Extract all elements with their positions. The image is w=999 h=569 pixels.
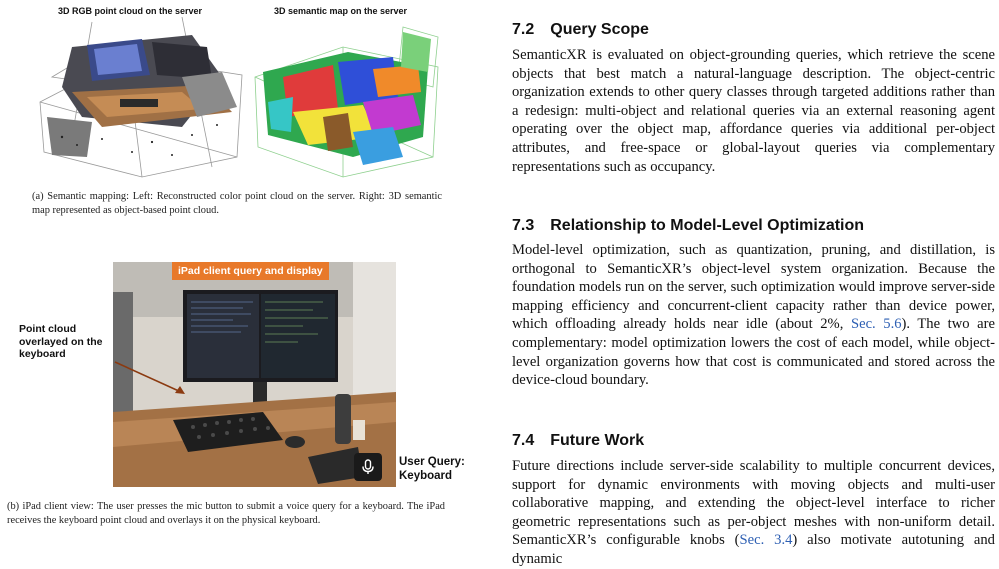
point-cloud-annotation: Point cloud overlayed on the keyboard <box>19 323 103 360</box>
figure-caption-b: (b) iPad client view: The user presses the mic button to submit a voice query for a keyboard. The iPad receives the keyboard point cloud and overlays it on the physical keyboard. <box>7 501 445 526</box>
section-3-4-link[interactable]: Sec. 3.4 <box>739 532 793 549</box>
section-7-4-text-a: Future directions include server-side scalability to multiple concurrent devices, support for dynamic environments with moving objects and multi-user collaborative mapping, and extending the object-level interface to richer geometric representations such as per-object meshes with non-uniform detail. SemanticXR’s configurable knobs ( <box>512 458 995 549</box>
semantic-map-image <box>253 17 443 182</box>
rgb-pointcloud-label: 3D RGB point cloud on the server <box>58 6 203 16</box>
section-7-3-heading: 7.3 Relationship to Model-Level Optimization <box>512 217 865 234</box>
section-5-6-link[interactable]: Sec. 5.6 <box>850 316 902 333</box>
mic-icon <box>356 455 380 479</box>
section-7-3-body <box>512 241 995 390</box>
section-7-2-heading: 7.2 Query Scope <box>512 21 649 38</box>
mic-button[interactable] <box>356 455 380 479</box>
figure-caption-a: (a) Semantic mapping: Left: Reconstructed color point cloud on the server. Right: 3D semantic map represented as object-based point cloud. <box>32 191 442 216</box>
section-7-4-text-b: ) also motivate autotuning and dynamic <box>512 532 995 567</box>
annotation-arrow <box>113 360 193 400</box>
section-7-3-text-a: Model-level optimization, such as quantization, pruning, and distillation, is orthogonal to SemanticXR’s object-level system organization. Because the foundation models run on the server, such optimization would improve server-side mapping efficiency and concurrent-client capacity rather than device power, which offloading already holds near idle (about 2%, <box>512 242 995 333</box>
rgb-pointcloud-image <box>32 17 247 182</box>
section-7-2-body: SemanticXR is evaluated on object-grounding queries, which retrieve the scene objects that best match a natural-language description. The object-centric organization extends to other query classes through targeted additions rather than a redesign: multi-object and relational queries via an external reasoning agent operating over the object map, affordance queries via additional per-object attributes, and free-space or global-layout queries via complementary representations such as occupancy. <box>512 47 995 175</box>
section-7-3-text-b: ). The two are complementary: model optimization lowers the cost of each model, while object-level organization governs how that cost is communicated and stored across the device-cloud boundary. <box>512 316 995 389</box>
section-7-4-body <box>512 457 995 569</box>
semantic-map-label: 3D semantic map on the server <box>274 6 408 16</box>
user-query-annotation: User Query: Keyboard <box>399 456 465 482</box>
section-7-4-heading: 7.4 Future Work <box>512 432 645 449</box>
ipad-client-label: iPad client query and display <box>172 262 329 280</box>
